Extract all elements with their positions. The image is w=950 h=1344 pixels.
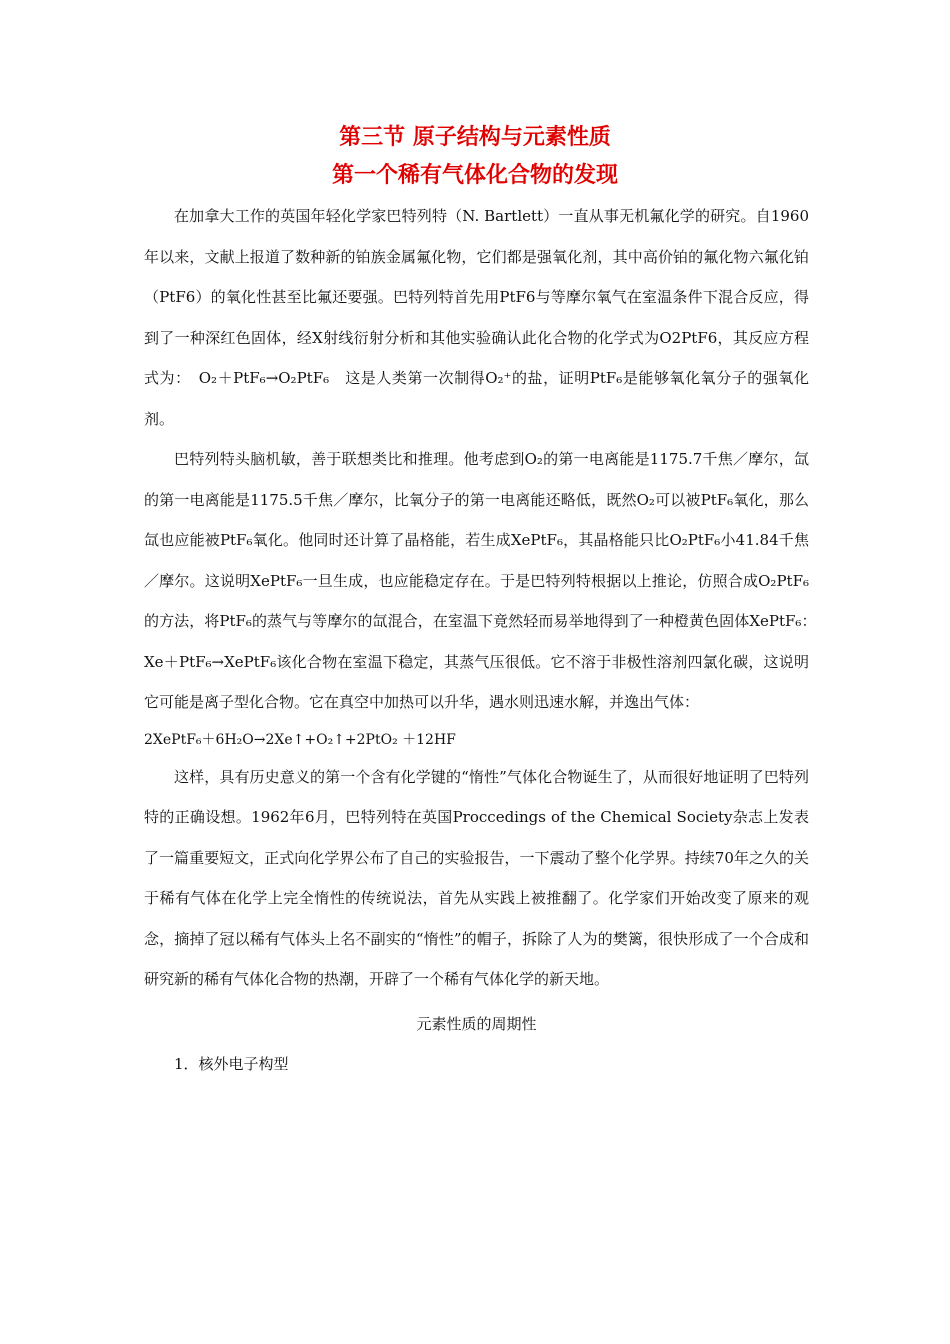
paragraph-1 [144, 196, 809, 439]
list-item-1: 1．核外电子构型 [174, 1055, 289, 1073]
paragraph-3: 这样，具有历史意义的第一个含有化学键的“惰性”气体化合物诞生了，从而很好地证明了巴特列特的正确设想。1962年6月，巴特列特在英国Proccedings of the Chemical Society杂志上发表了一篇重要短文，正式向化学界公布了自己的实验报告，一下震动了整个化学界。持续70年之久的关于稀有气体在化学上完全惰性的传统说法，首先从实践上被推翻了。化学家们开始改变了原来的观念，摘掉了冠以稀有气体头上名不副实的“惰性”的帽子，拆除了人为的樊篱，很快形成了一个合成和研究新的稀有气体化合物的热潮，开辟了一个稀有气体化学的新天地。 [144, 767, 809, 988]
article-body [144, 196, 809, 1085]
equation-xe-ptf6: Xe＋PtF₆→XePtF₆ [144, 652, 277, 671]
paragraph-1-text: 在加拿大工作的英国年轻化学家巴特列特（N. Bartlett）一直从事无机氟化学的研究。自1960年以来，文献上报道了数种新的铂族金属氟化物，它们都是强氧化剂，其中高价铂的氟化物六氟化铂（PtF6）的氧化性甚至比氟还要强。巴特列特首先用PtF6与等摩尔氧气在室温条件下混合反应，得到了一种深红色固体，经X射线衍射分析和其他实验确认此化合物的化学式为O2PtF6，其反应方程式为： [144, 207, 809, 387]
paragraph-1-tail: 这是人类第一次制得O₂⁺的盐，证明PtF₆是能够氧化氧分子的强氧化剂。 [144, 369, 809, 428]
paragraph-2 [144, 439, 809, 723]
section-heading: 元素性质的周期性 [416, 1014, 537, 1033]
equation-o2-ptf6: O₂＋PtF₆→O₂PtF₆ [198, 369, 330, 387]
paragraph-2-text: 巴特列特头脑机敏，善于联想类比和推理。他考虑到O₂的第一电离能是1175.7千焦／摩尔，氙的第一电离能是1175.5千焦／摩尔，比氧分子的第一电离能还略低，既然O₂可以被PtF₆氧化，那么氙也应能被PtF₆氧化。他同时还计算了晶格能，若生成XePtF₆，其晶格能只比O₂PtF₆小41.84千焦／摩尔。这说明XePtF₆一旦生成，也应能稳定存在。于是巴特列特根据以上推论，仿照合成O₂PtF₆的方法，将PtF₆的蒸气与等摩尔的氙混合，在室温下竟然轻而易举地得到了一种橙黄色固体XePtF₆： [144, 450, 809, 630]
section-title: 第三节 原子结构与元素性质 [339, 125, 611, 150]
paragraph-2-tail: 该化合物在室温下稳定，其蒸气压很低。它不溶于非极性溶剂四氯化碳，这说明它可能是离子型化合物。它在真空中加热可以升华，遇水则迅速水解，并逸出气体： [144, 652, 809, 711]
article-title: 第一个稀有气体化合物的发现 [331, 163, 618, 188]
hydrolysis-equation: 2XePtF₆＋6H₂O→2Xe↑+O₂↑+2PtO₂ ＋12HF [144, 731, 456, 748]
